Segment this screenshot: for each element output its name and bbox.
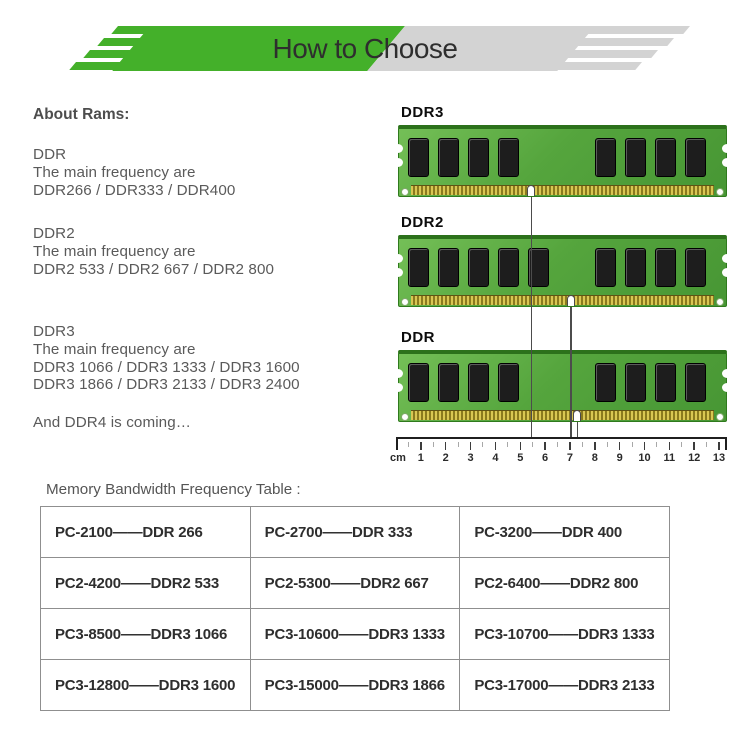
ruler-tick-label: 7 [566,452,573,464]
memory-chip [468,138,489,177]
ram-stick [398,125,727,197]
ram-chips [398,235,727,307]
ddr3-section-line: DDR3 1866 / DDR3 2133 / DDR3 2400 [33,376,300,394]
edge-notch-icon [722,268,732,277]
edge-notch-icon [722,383,732,392]
ruler-half-tick [706,442,707,447]
mounting-hole-icon [401,188,409,196]
mounting-hole-icon [716,298,724,306]
memory-chip [595,248,616,287]
table-row [41,660,670,711]
ddr-section-line: DDR266 / DDR333 / DDR400 [33,181,236,199]
ruler-tick-label: 9 [616,452,623,464]
table-cell: PC3-12800——DDR3 1600 [41,660,251,711]
ruler-tick [544,442,546,450]
ruler-tick-label: 4 [492,452,499,464]
edge-notch-icon [722,144,732,153]
ruler-tick-label: 2 [442,452,449,464]
ruler-tick [669,442,671,450]
ruler-half-tick [582,442,583,447]
ddr-section-title: DDR [33,146,67,163]
memory-chip [655,138,676,177]
memory-chip [625,248,646,287]
ruler-tick [520,442,522,450]
memory-chip [438,248,459,287]
ram-stick [398,235,727,307]
ruler-tick [445,442,447,450]
ruler-tick-label: 12 [688,452,701,464]
ruler-tick [569,442,571,450]
memory-chip [408,138,429,177]
memory-chip [438,138,459,177]
ram-module [398,329,727,422]
table-cell: PC-2100——DDR 266 [41,507,251,558]
ruler-tick-label: 6 [542,452,549,464]
banner-stripe-gray [533,50,658,58]
memory-chip [655,248,676,287]
frequency-table [40,506,670,711]
ruler-tick [594,442,596,450]
ruler-tick-label: 11 [663,452,676,464]
memory-chip [685,363,706,402]
table-row [41,507,670,558]
ruler-tick [718,442,720,450]
edge-notch-icon [393,158,403,167]
ruler-tick [644,442,646,450]
banner-stripe-gray [543,38,674,46]
notch-guide-line [531,197,533,437]
ddr2-section-title: DDR2 [33,225,75,242]
table-cell: PC3-10700——DDR3 1333 [460,609,670,660]
ram-label: DDR3 [401,104,444,121]
ruler-half-tick [656,442,657,447]
table-cell: PC3-10600——DDR3 1333 [250,609,460,660]
edge-notch-icon [722,254,732,263]
banner-stripe-gray [523,62,642,70]
edge-notch-icon [393,144,403,153]
memory-chip [498,363,519,402]
table-heading: Memory Bandwidth Frequency Table : [46,481,301,498]
mounting-hole-icon [716,188,724,196]
memory-chip [498,138,519,177]
mounting-hole-icon [401,413,409,421]
memory-chip [685,248,706,287]
edge-notch-icon [393,254,403,263]
ddr-section-line: The main frequency are [33,163,196,181]
ruler-half-tick [681,442,682,447]
edge-notch-icon [722,158,732,167]
ram-label: DDR [401,329,435,346]
about-heading: About Rams: [33,106,130,123]
table-cell: PC2-5300——DDR2 667 [250,558,460,609]
ddr3-section-line: The main frequency are [33,340,196,358]
ruler-half-tick [482,442,483,447]
edge-notch-icon [393,383,403,392]
table-cell: PC2-4200——DDR2 533 [41,558,251,609]
ruler-tick [420,442,422,450]
ddr2-section-line: DDR2 533 / DDR2 667 / DDR2 800 [33,260,275,278]
memory-chip [625,138,646,177]
ruler-tick-label: 13 [712,452,726,464]
ruler-tick-label: 1 [417,452,424,464]
ruler-end-tick [725,437,727,450]
table-cell: PC3-8500——DDR3 1066 [41,609,251,660]
ruler-tick-label: 10 [638,452,651,464]
key-notch-icon [567,295,575,306]
ram-label: DDR2 [401,214,444,231]
ddr2-section-line: The main frequency are [33,242,196,260]
memory-chip [595,138,616,177]
table-cell: PC2-6400——DDR2 800 [460,558,670,609]
ruler-tick [619,442,621,450]
ruler-half-tick [408,442,409,447]
ddr3-section-title: DDR3 [33,323,75,340]
ram-chips [398,125,727,197]
banner-stripe-gray [553,26,690,34]
ruler-tick [495,442,497,450]
ruler-half-tick [632,442,633,447]
ddr2-section [33,225,274,278]
table-row [41,558,670,609]
ruler-tick-label: 5 [517,452,524,464]
ddr-section [33,146,235,199]
memory-chip [655,363,676,402]
memory-chip [498,248,519,287]
ram-chips [398,350,727,422]
ruler-tick [693,442,695,450]
key-notch-icon [527,185,535,196]
ruler-half-tick [433,442,434,447]
mounting-hole-icon [401,298,409,306]
memory-chip [595,363,616,402]
key-notch-icon [573,410,581,421]
notch-guide-line [577,422,579,437]
ddr3-section-line: DDR3 1066 / DDR3 1333 / DDR3 1600 [33,358,300,376]
ruler-half-tick [532,442,533,447]
edge-notch-icon [722,369,732,378]
memory-chip [438,363,459,402]
memory-chip [468,248,489,287]
ruler-tick-label: 8 [591,452,598,464]
edge-notch-icon [393,369,403,378]
ruler-line [396,437,727,439]
memory-chip [468,363,489,402]
ram-module [398,214,727,307]
ruler-half-tick [458,442,459,447]
ruler-half-tick [557,442,558,447]
table-cell: PC3-15000——DDR3 1866 [250,660,460,711]
ruler-unit-label: cm [390,452,406,464]
ruler-tick [470,442,472,450]
memory-chip [408,248,429,287]
ddr4-footnote: And DDR4 is coming… [33,414,192,431]
mounting-hole-icon [716,413,724,421]
ruler-half-tick [607,442,608,447]
table-row [41,609,670,660]
table-cell: PC3-17000——DDR3 2133 [460,660,670,711]
ruler-half-tick [507,442,508,447]
memory-chip [625,363,646,402]
memory-chip [408,363,429,402]
ruler-end-tick [396,437,398,450]
table-cell: PC-3200——DDR 400 [460,507,670,558]
edge-notch-icon [393,268,403,277]
notch-guide-line [570,307,572,437]
page-title: How to Choose [272,33,458,64]
ruler-tick-label: 3 [467,452,474,464]
table-cell: PC-2700——DDR 333 [250,507,460,558]
ddr3-section [33,323,300,394]
memory-chip [685,138,706,177]
ram-module [398,104,727,197]
ram-stick [398,350,727,422]
ruler [390,437,727,465]
